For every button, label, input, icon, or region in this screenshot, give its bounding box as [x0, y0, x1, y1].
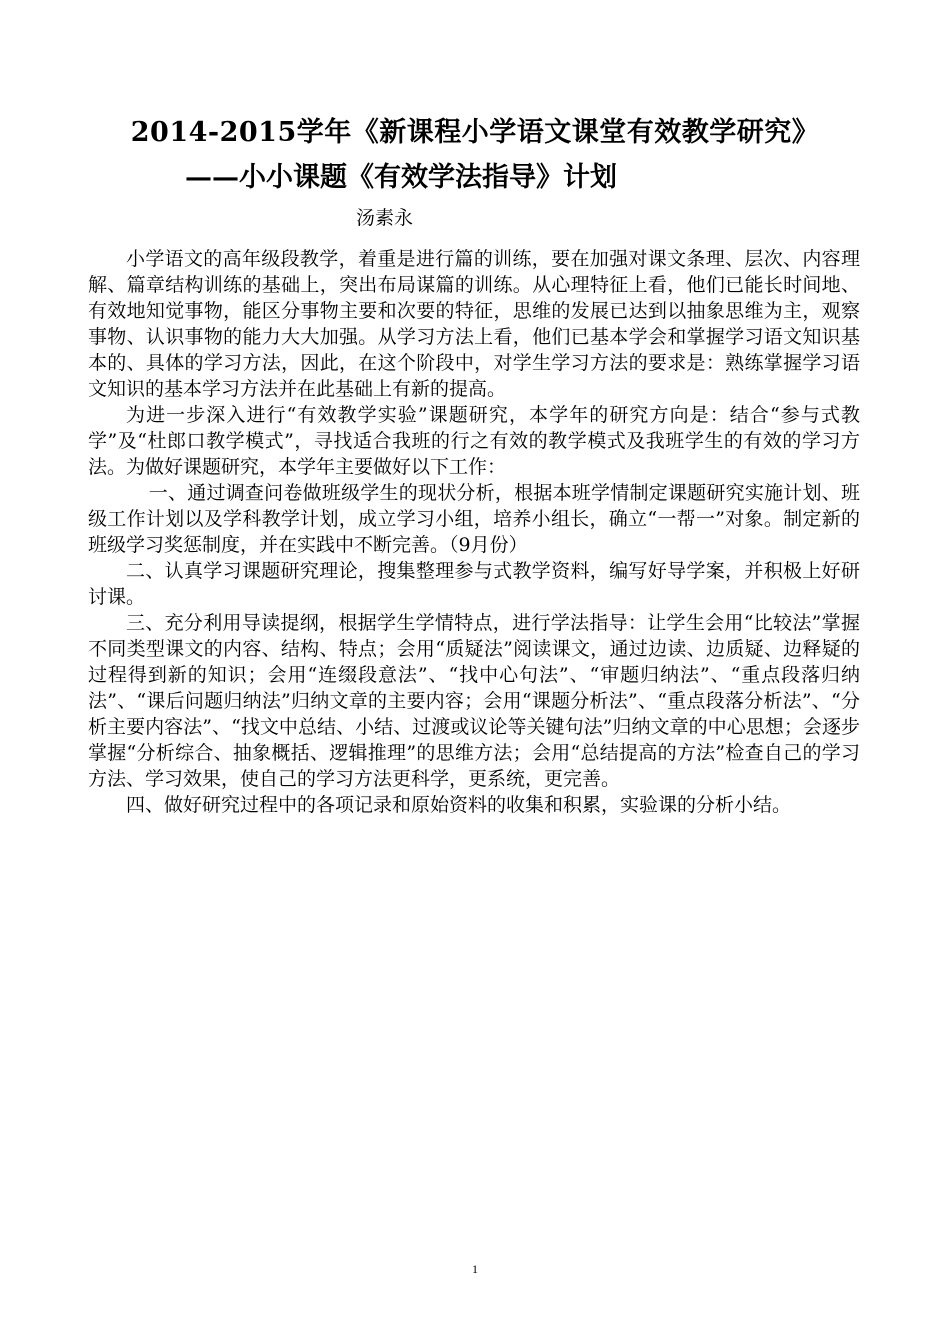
paragraph-intro: 小学语文的高年级段教学，着重是进行篇的训练，要在加强对课文条理、层次、内容理解、篇章结构训练的基础上，突出布局谋篇的训练。从心理特征上看，他们已能长时间地、有效地知觉事物，能区分事物主要和次要的特征，思维的发展已达到以抽象思维为主，观察事物、认识事物的能力大大加强。从学习方法上看，他们已基本学会和掌握学习语文知识基本的、具体的学习方法，因此，在这个阶段中，对学生学习方法的要求是：熟练掌握学习语文知识的基本学习方法并在此基础上有新的提高。 — [88, 248, 860, 400]
author-name: 汤素永 — [356, 207, 414, 229]
page-number: 1 — [472, 1262, 478, 1276]
paragraph-task-2: 二、认真学习课题研究理论，搜集整理参与式教学资料，编写好导学案，并积极上好研讨课。 — [88, 560, 860, 608]
title-line-1: 2014-2015学年《新课程小学语文课堂有效教学研究》 — [130, 117, 820, 148]
document-body — [88, 246, 860, 818]
title-line-2: ——小小课题《有效学法指导》计划 — [185, 162, 617, 193]
paragraph-task-3: 三、充分利用导读提纲，根据学生学情特点，进行学法指导：让学生会用“比较法”掌握不同类型课文的内容、结构、特点；会用“质疑法”阅读课文，通过边读、边质疑、边释疑的过程得到新的知识；会用“连缀段意法”、“找中心句法”、“审题归纳法”、“重点段落归纳法”、“课后问题归纳法”归纳文章的主要内容；会用“课题分析法”、“重点段落分析法”、“分析主要内容法”、“找文中总结、小结、过渡或议论等关键句法”归纳文章的中心思想；会逐步掌握“分析综合、抽象概括、逻辑推理”的思维方法；会用“总结提高的方法”检查自己的学习方法、学习效果，使自己的学习方法更科学，更系统，更完善。 — [88, 612, 860, 790]
paragraph-task-1: 一、通过调查问卷做班级学生的现状分析，根据本班学情制定课题研究实施计划、班级工作计划以及学科教学计划，成立学习小组，培养小组长，确立“一帮一”对象。制定新的班级学习奖惩制度，并在实践中不断完善。（9月份） — [88, 482, 860, 556]
paragraph-direction: 为进一步深入进行“有效教学实验”课题研究，本学年的研究方向是：结合“参与式教学”及“杜郎口教学模式”，寻找适合我班的行之有效的教学模式及我班学生的有效的学习方法。为做好课题研究，本学年主要做好以下工作： — [88, 404, 860, 478]
paragraph-task-4: 四、做好研究过程中的各项记录和原始资料的收集和积累，实验课的分析小结。 — [126, 794, 792, 816]
